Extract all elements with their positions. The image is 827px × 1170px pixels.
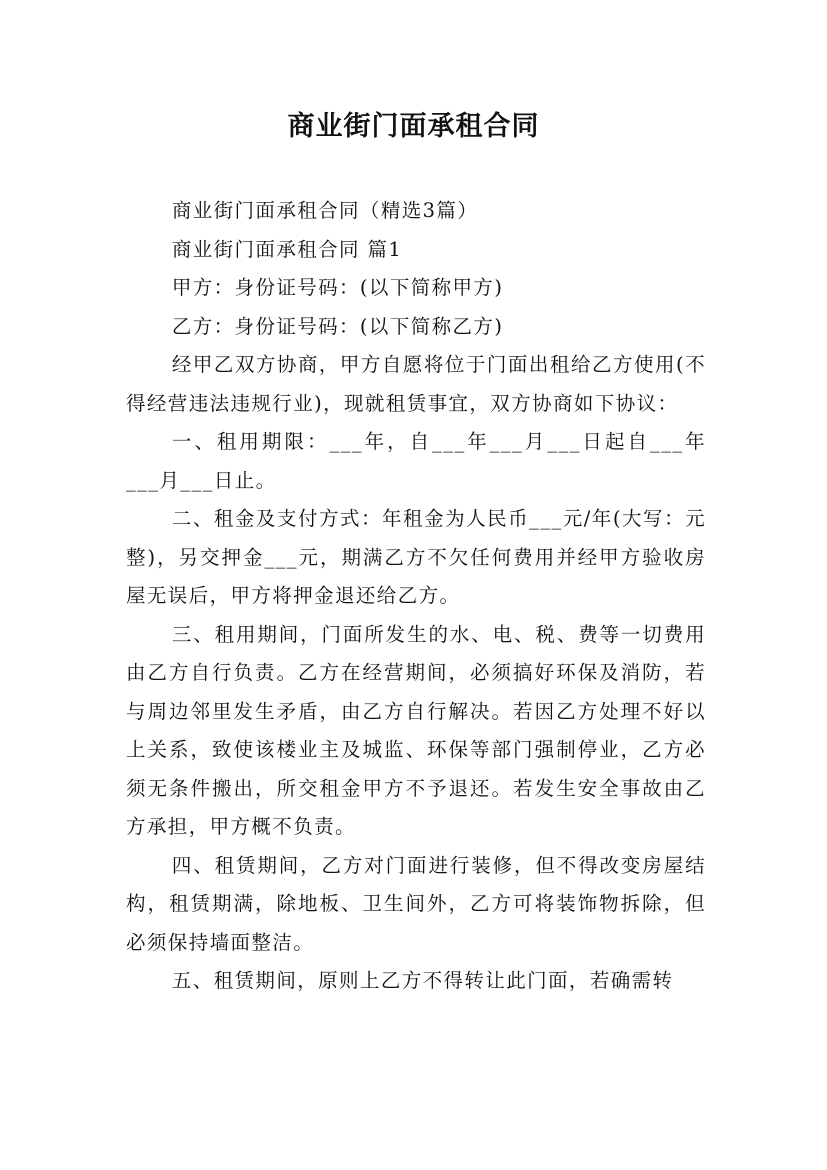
paragraph-party-a: 甲方：身份证号码：(以下简称甲方) [171, 276, 504, 299]
paragraph-preamble: 经甲乙双方协商，甲方自愿将位于门面出租给乙方使用(不得经营违法违规行业)，现就租赁事宜，双方协商如下协议： [126, 353, 706, 415]
paragraph-subtitle: 商业街门面承租合同（精选3篇） [171, 199, 479, 222]
document-title: 商业街门面承租合同 [287, 111, 540, 142]
paragraph-party-b: 乙方：身份证号码：(以下简称乙方) [171, 314, 504, 338]
clause-3-expenses: 三、租用期间，门面所发生的水、电、税、费等一切费用由乙方自行负责。乙方在经营期间，必须搞好环保及消防，若与周边邻里发生矛盾，由乙方自行解决。若因乙方处理不好以上关系，致使该楼业主及城监、环保等部门强制停业，乙方必须无条件搬出，所交租金甲方不予退还。若发生安全事故由乙方承担，甲方概不负责。 [126, 622, 706, 838]
document-body [126, 192, 706, 1001]
clause-2-rent-payment: 二、租金及支付方式：年租金为人民币___元/年(大写：元整)，另交押金___元，期满乙方不欠任何费用并经甲方验收房屋无误后，甲方将押金退还给乙方。 [126, 507, 706, 607]
clause-1-lease-term: 一、租用期限：___年，自___年___月___日起自___年___月___日止。 [126, 430, 706, 492]
clause-4-renovation: 四、租赁期间，乙方对门面进行装修，但不得改变房屋结构，租赁期满，除地板、卫生间外，乙方可将装饰物拆除，但必须保持墙面整洁。 [126, 853, 706, 954]
paragraph-section-heading: 商业街门面承租合同 篇1 [171, 237, 403, 261]
clause-5-transfer: 五、租赁期间，原则上乙方不得转让此门面，若确需转 [171, 969, 674, 992]
